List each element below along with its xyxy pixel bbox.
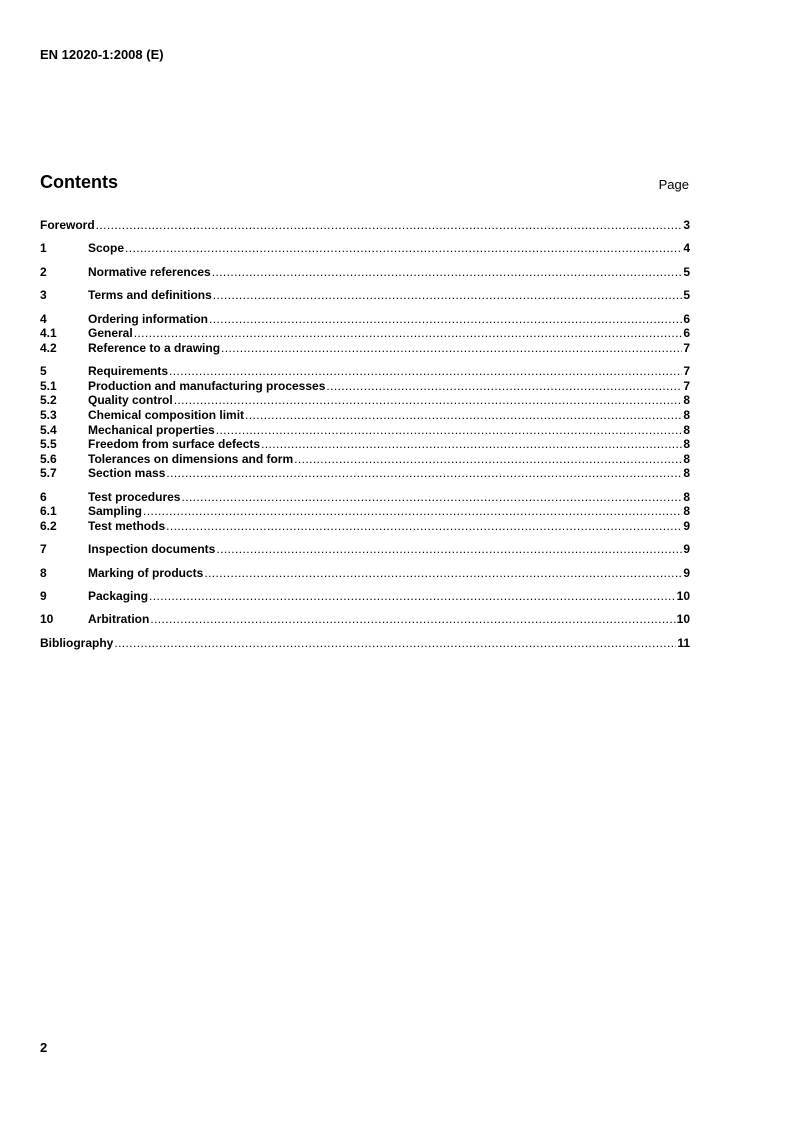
- toc-entry-title: Foreword: [40, 218, 95, 232]
- toc-dot-leader: [212, 265, 683, 280]
- toc-dot-leader: [216, 423, 683, 438]
- toc-entry[interactable]: [40, 490, 690, 505]
- toc-entry-number: 4.1: [40, 326, 57, 341]
- toc-entry-number: 6.2: [40, 518, 57, 533]
- toc-entry[interactable]: [40, 241, 690, 256]
- toc-dot-leader: [209, 312, 682, 327]
- toc-entry-page: 5: [683, 288, 690, 303]
- toc-entry-page: 6: [683, 311, 690, 326]
- toc-entry-title: Inspection documents: [88, 542, 216, 557]
- toc-entry[interactable]: [40, 364, 690, 379]
- toc-entry[interactable]: [40, 341, 690, 356]
- toc-entry-number: 5.3: [40, 407, 57, 422]
- toc-entry-title: Terms and definitions: [88, 288, 212, 303]
- toc-entry-number: 3: [40, 288, 47, 303]
- toc-entry-page: 8: [683, 407, 690, 422]
- toc-entry-title: General: [88, 326, 133, 341]
- toc-entry-number: 4.2: [40, 340, 57, 355]
- toc-dot-leader: [294, 452, 682, 467]
- toc-entry-page: 8: [683, 393, 690, 408]
- toc-entry[interactable]: [40, 218, 690, 233]
- toc-entry-page: 9: [683, 542, 690, 557]
- toc-dot-leader: [245, 408, 682, 423]
- toc-entry-title: Marking of products: [88, 565, 204, 580]
- toc-entry-number: 6: [40, 489, 47, 504]
- toc-entry[interactable]: [40, 423, 690, 438]
- toc-entry-title: Test procedures: [88, 489, 181, 504]
- toc-entry[interactable]: [40, 612, 690, 627]
- toc-dot-leader: [134, 326, 683, 341]
- toc-dot-leader: [143, 504, 682, 519]
- toc-entry[interactable]: [40, 566, 690, 581]
- toc-entry-page: 8: [683, 466, 690, 481]
- toc-entry-number: 5.4: [40, 422, 57, 437]
- toc-dot-leader: [96, 218, 683, 233]
- toc-dot-leader: [150, 612, 675, 627]
- toc-entry-number: 8: [40, 565, 47, 580]
- document-id: EN 12020-1:2008 (E): [40, 47, 164, 62]
- toc-entry-page: 11: [677, 635, 690, 650]
- toc-entry[interactable]: [40, 542, 690, 557]
- toc-dot-leader: [169, 364, 682, 379]
- toc-entry-title: Tolerances on dimensions and form: [88, 451, 294, 466]
- toc-entry[interactable]: [40, 312, 690, 327]
- toc-entry-title: Bibliography: [40, 635, 114, 650]
- table-of-contents: [40, 218, 690, 650]
- toc-entry-page: 7: [683, 364, 690, 379]
- toc-entry-number: 6.1: [40, 504, 57, 519]
- toc-entry[interactable]: [40, 589, 690, 604]
- toc-entry-title: Requirements: [88, 364, 169, 379]
- toc-entry-page: 8: [683, 504, 690, 519]
- toc-entry-page: 10: [676, 612, 690, 627]
- toc-entry-title: Freedom from surface defects: [88, 437, 261, 452]
- toc-dot-leader: [114, 636, 676, 651]
- page-number: 2: [40, 1040, 48, 1055]
- toc-dot-leader: [213, 288, 683, 303]
- toc-dot-leader: [204, 566, 682, 581]
- toc-dot-leader: [221, 341, 682, 356]
- toc-entry-page: 9: [683, 518, 690, 533]
- toc-dot-leader: [125, 241, 682, 256]
- toc-dot-leader: [166, 519, 682, 534]
- toc-entry-number: 5.2: [40, 393, 57, 408]
- toc-entry-title: Production and manufacturing processes: [88, 378, 326, 393]
- toc-entry-number: 1: [40, 241, 47, 256]
- toc-entry[interactable]: [40, 466, 690, 481]
- toc-entry-page: 7: [683, 340, 690, 355]
- toc-entry-page: 10: [676, 589, 690, 604]
- toc-entry-title: Section mass: [88, 466, 166, 481]
- toc-dot-leader: [166, 466, 682, 481]
- toc-entry-number: 5.5: [40, 437, 57, 452]
- toc-dot-leader: [174, 393, 683, 408]
- toc-entry-title: Normative references: [88, 264, 211, 279]
- toc-entry[interactable]: [40, 379, 690, 394]
- toc-dot-leader: [216, 542, 682, 557]
- toc-entry-number: 5.7: [40, 466, 57, 481]
- toc-entry[interactable]: [40, 437, 690, 452]
- toc-entry-page: 8: [683, 437, 690, 452]
- toc-entry-page: 8: [683, 451, 690, 466]
- toc-entry-number: 2: [40, 264, 47, 279]
- toc-entry-title: Packaging: [88, 589, 149, 604]
- toc-entry-title: Quality control: [88, 393, 173, 408]
- toc-entry-title: Ordering information: [88, 311, 208, 326]
- toc-entry-page: 8: [683, 422, 690, 437]
- toc-entry[interactable]: [40, 265, 690, 280]
- toc-entry-number: 9: [40, 589, 47, 604]
- toc-entry-page: 3: [683, 218, 690, 232]
- toc-dot-leader: [181, 490, 682, 505]
- toc-entry[interactable]: [40, 504, 690, 519]
- toc-entry[interactable]: [40, 288, 690, 303]
- toc-entry[interactable]: [40, 408, 690, 423]
- toc-entry-title: Chemical composition limit: [88, 407, 245, 422]
- toc-entry[interactable]: [40, 393, 690, 408]
- toc-entry[interactable]: [40, 636, 690, 651]
- toc-entry-page: 6: [683, 326, 690, 341]
- toc-entry-number: 10: [40, 612, 54, 627]
- toc-entry-page: 5: [683, 264, 690, 279]
- toc-entry-page: 8: [683, 489, 690, 504]
- toc-entry-number: 5.1: [40, 378, 57, 393]
- toc-entry-title: Arbitration: [88, 612, 150, 627]
- toc-entry-title: Mechanical properties: [88, 422, 215, 437]
- toc-entry-title: Scope: [88, 241, 125, 256]
- toc-entry-title: Sampling: [88, 504, 143, 519]
- contents-heading: Contents: [40, 172, 118, 192]
- toc-entry[interactable]: [40, 519, 690, 534]
- toc-entry-number: 4: [40, 311, 47, 326]
- toc-entry-number: 5.6: [40, 451, 57, 466]
- toc-entry-number: 7: [40, 542, 47, 557]
- toc-entry-page: 7: [683, 378, 690, 393]
- toc-entry-page: 4: [683, 241, 690, 256]
- toc-dot-leader: [326, 379, 682, 394]
- toc-dot-leader: [261, 437, 682, 452]
- toc-dot-leader: [149, 589, 676, 604]
- toc-entry-page: 9: [683, 565, 690, 580]
- toc-entry-number: 5: [40, 364, 47, 379]
- toc-entry-title: Test methods: [88, 518, 166, 533]
- toc-entry[interactable]: [40, 452, 690, 467]
- page-column-label: Page: [658, 177, 689, 192]
- toc-entry-title: Reference to a drawing: [88, 340, 221, 355]
- toc-entry[interactable]: [40, 326, 690, 341]
